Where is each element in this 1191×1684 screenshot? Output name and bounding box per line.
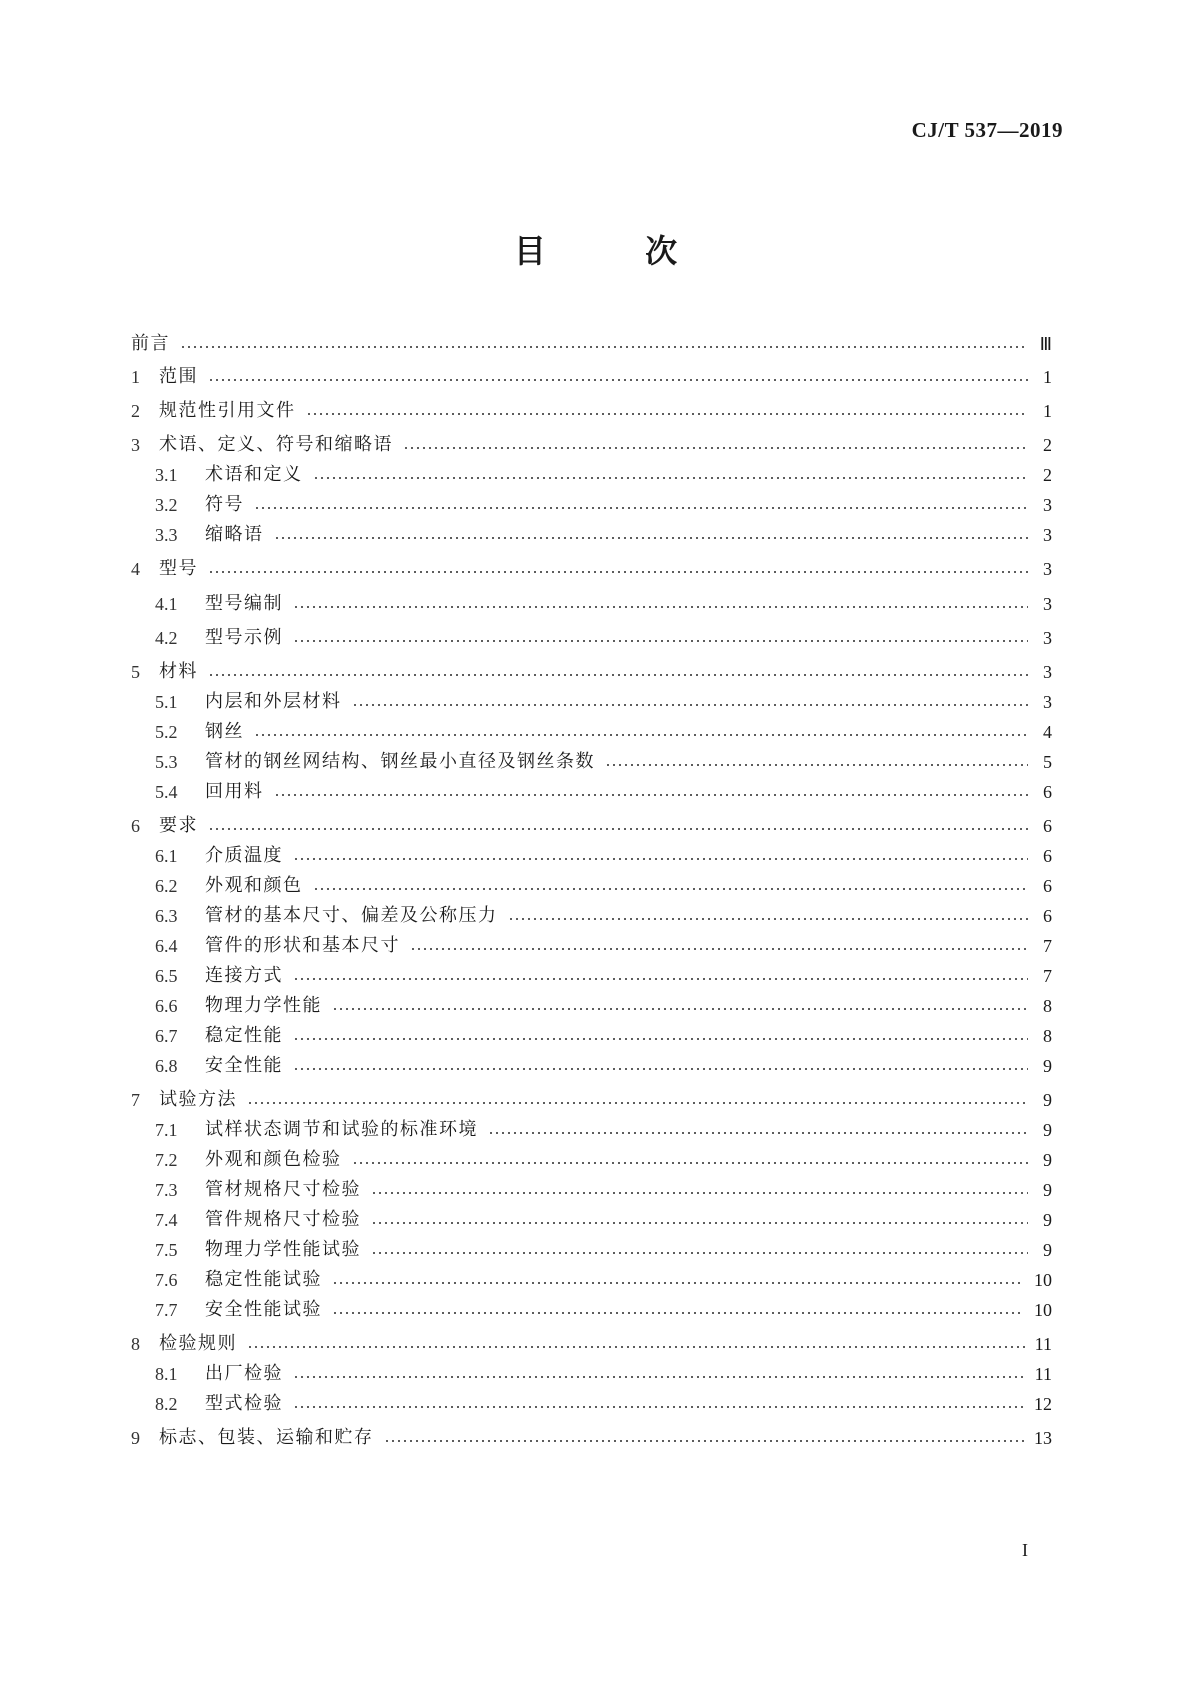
toc-entry-page: 7 <box>1043 966 1052 986</box>
toc-entry-label: 管材的基本尺寸、偏差及公称压力 <box>205 905 498 926</box>
toc-entry-label: 型式检验 <box>205 1393 283 1414</box>
toc-entry-label: 试样状态调节和试验的标准环境 <box>205 1119 478 1140</box>
toc-entry-number: 8.1 <box>155 1364 178 1384</box>
toc-entry-number: 6.8 <box>155 1056 178 1076</box>
toc-entry-label: 型号编制 <box>205 593 283 614</box>
toc-entry-page: 9 <box>1043 1090 1052 1110</box>
toc-leader-dots <box>293 606 1028 608</box>
toc-entry-number: 7.7 <box>155 1300 178 1320</box>
toc-entry-label: 材料 <box>159 661 198 682</box>
toc-leader-dots <box>488 1132 1028 1134</box>
toc-leader-dots <box>293 1068 1028 1070</box>
toc-entry[interactable] <box>155 1052 1052 1080</box>
toc-leader-dots <box>293 1406 1024 1408</box>
toc-entry-page: 3 <box>1043 525 1052 545</box>
toc-entry[interactable] <box>155 1390 1052 1418</box>
toc-entry-page: 3 <box>1043 692 1052 712</box>
toc-entry-page: 10 <box>1034 1300 1052 1320</box>
toc-entry[interactable] <box>131 1330 1052 1358</box>
toc-entry-number: 6 <box>131 816 140 836</box>
toc-entry-number: 6.7 <box>155 1026 178 1046</box>
toc-entry-label: 物理力学性能试验 <box>205 1239 361 1260</box>
toc-entry-label: 范围 <box>159 366 198 387</box>
toc-leader-dots <box>293 978 1028 980</box>
toc-entry-page: 6 <box>1043 846 1052 866</box>
toc-entry[interactable] <box>131 1424 1052 1452</box>
toc-entry-number: 4 <box>131 559 140 579</box>
toc-entry[interactable] <box>155 872 1052 900</box>
toc-entry-label: 介质温度 <box>205 845 283 866</box>
toc-entry-page: 9 <box>1043 1210 1052 1230</box>
toc-entry[interactable] <box>155 1236 1052 1264</box>
toc-entry-number: 2 <box>131 401 140 421</box>
toc-leader-dots <box>293 1038 1028 1040</box>
page-title: 目 次 <box>513 232 722 270</box>
toc-entry-page: 9 <box>1043 1180 1052 1200</box>
toc-entry-number: 6.1 <box>155 846 178 866</box>
toc-entry[interactable] <box>131 658 1052 686</box>
toc-entry-label: 管件的形状和基本尺寸 <box>205 935 400 956</box>
toc-leader-dots <box>274 794 1029 796</box>
toc-entry[interactable] <box>155 1266 1052 1294</box>
toc-entry-number: 7 <box>131 1090 140 1110</box>
toc-entry-label: 管材规格尺寸检验 <box>205 1179 361 1200</box>
toc-entry[interactable] <box>155 461 1052 489</box>
toc-entry-page: 6 <box>1043 876 1052 896</box>
toc-entry[interactable] <box>155 1146 1052 1174</box>
toc-entry-number: 8 <box>131 1334 140 1354</box>
toc-entry-page: 3 <box>1043 559 1052 579</box>
toc-entry-page: 6 <box>1043 906 1052 926</box>
toc-entry-number: 3.3 <box>155 525 178 545</box>
toc-leader-dots <box>371 1192 1028 1194</box>
toc-entry-page: 1 <box>1043 401 1052 421</box>
toc-leader-dots <box>384 1440 1025 1442</box>
toc-entry[interactable] <box>155 748 1052 776</box>
toc-leader-dots <box>254 507 1028 509</box>
toc-entry-label: 管材的钢丝网结构、钢丝最小直径及钢丝条数 <box>205 751 595 772</box>
toc-entry-page: 7 <box>1043 936 1052 956</box>
toc-entry-label: 安全性能试验 <box>205 1299 322 1320</box>
toc-entry-page: 2 <box>1043 435 1052 455</box>
toc-entry-page: 3 <box>1043 594 1052 614</box>
toc-leader-dots <box>371 1222 1028 1224</box>
toc-entry-label: 型号 <box>159 558 198 579</box>
toc-entry-page: 3 <box>1043 628 1052 648</box>
toc-leader-dots <box>254 734 1028 736</box>
toc-leader-dots <box>332 1008 1028 1010</box>
toc-entry-page: 13 <box>1034 1428 1052 1448</box>
toc-entry-label: 内层和外层材料 <box>205 691 342 712</box>
toc-entry-page: 3 <box>1043 495 1052 515</box>
toc-entry-page: 1 <box>1043 367 1052 387</box>
toc-leader-dots <box>371 1252 1028 1254</box>
toc-entry-page: 9 <box>1043 1240 1052 1260</box>
toc-entry-label: 安全性能 <box>205 1055 283 1076</box>
toc-entry-label: 前言 <box>131 333 170 354</box>
toc-entry-number: 1 <box>131 367 140 387</box>
toc-entry-label: 管件规格尺寸检验 <box>205 1209 361 1230</box>
toc-entry-number: 3.1 <box>155 465 178 485</box>
toc-entry-page: 9 <box>1043 1150 1052 1170</box>
toc-entry-number: 9 <box>131 1428 140 1448</box>
toc-leader-dots <box>313 888 1029 890</box>
toc-entry[interactable] <box>155 688 1052 716</box>
document-code: CJ/T 537—2019 <box>911 118 1063 142</box>
toc-entry-label: 标志、包装、运输和贮存 <box>159 1427 374 1448</box>
toc-entry-number: 7.3 <box>155 1180 178 1200</box>
toc-entry-label: 缩略语 <box>205 524 264 545</box>
toc-leader-dots <box>208 571 1028 573</box>
toc-entry-page: 4 <box>1043 722 1052 742</box>
toc-entry[interactable] <box>155 1022 1052 1050</box>
toc-entry[interactable] <box>131 431 1052 459</box>
toc-entry-number: 6.5 <box>155 966 178 986</box>
toc-leader-dots <box>208 674 1028 676</box>
toc-entry-number: 5 <box>131 662 140 682</box>
toc-entry[interactable] <box>155 491 1052 519</box>
toc-leader-dots <box>293 858 1028 860</box>
toc-leader-dots <box>352 1162 1029 1164</box>
toc-entry-page: 5 <box>1043 752 1052 772</box>
toc-leader-dots <box>313 477 1029 479</box>
page-number: I <box>1022 1540 1028 1560</box>
toc-entry-number: 4.2 <box>155 628 178 648</box>
toc-entry-number: 7.1 <box>155 1120 178 1140</box>
toc-entry-label: 外观和颜色 <box>205 875 303 896</box>
toc-entry-page: 6 <box>1043 816 1052 836</box>
toc-entry[interactable] <box>155 778 1052 806</box>
toc-entry[interactable] <box>131 555 1052 583</box>
toc-entry-page: 11 <box>1034 1364 1052 1384</box>
toc-entry-number: 7.5 <box>155 1240 178 1260</box>
toc-entry[interactable] <box>155 590 1052 618</box>
toc-entry-label: 钢丝 <box>205 721 244 742</box>
toc-entry-page: 8 <box>1043 996 1052 1016</box>
toc-leader-dots <box>247 1102 1028 1104</box>
toc-leader-dots <box>208 379 1028 381</box>
toc-entry-label: 回用料 <box>205 781 264 802</box>
toc-entry-number: 5.1 <box>155 692 178 712</box>
toc-entry-number: 6.6 <box>155 996 178 1016</box>
toc-leader-dots <box>605 764 1028 766</box>
toc-entry-label: 试验方法 <box>159 1089 237 1110</box>
toc-entry[interactable] <box>155 521 1052 549</box>
toc-entry[interactable] <box>131 1086 1052 1114</box>
toc-entry[interactable] <box>131 363 1052 391</box>
toc-entry-page: Ⅲ <box>1039 334 1052 354</box>
toc-entry-label: 术语和定义 <box>205 464 303 485</box>
toc-entry-label: 出厂检验 <box>205 1363 283 1384</box>
toc-entry[interactable] <box>131 812 1052 840</box>
toc-entry-label: 要求 <box>159 815 198 836</box>
toc-entry[interactable] <box>155 842 1052 870</box>
toc-entry-label: 规范性引用文件 <box>159 400 296 421</box>
toc-entry-number: 6.4 <box>155 936 178 956</box>
toc-leader-dots <box>274 537 1029 539</box>
toc-entry-number: 6.3 <box>155 906 178 926</box>
toc-entry[interactable] <box>155 624 1052 652</box>
toc-entry-label: 术语、定义、符号和缩略语 <box>159 434 393 455</box>
toc-entry[interactable] <box>131 397 1052 425</box>
toc-entry-label: 稳定性能 <box>205 1025 283 1046</box>
toc-leader-dots <box>208 828 1028 830</box>
toc-entry[interactable] <box>155 902 1052 930</box>
toc-leader-dots <box>352 704 1029 706</box>
toc-entry[interactable] <box>155 1206 1052 1234</box>
toc-entry-label: 外观和颜色检验 <box>205 1149 342 1170</box>
toc-leader-dots <box>332 1312 1024 1314</box>
toc-entry-number: 8.2 <box>155 1394 178 1414</box>
toc-entry-number: 5.4 <box>155 782 178 802</box>
toc-entry-page: 6 <box>1043 782 1052 802</box>
toc-entry-number: 7.6 <box>155 1270 178 1290</box>
toc-entry[interactable] <box>155 992 1052 1020</box>
toc-entry-number: 5.2 <box>155 722 178 742</box>
toc-entry-label: 连接方式 <box>205 965 283 986</box>
toc-entry[interactable] <box>131 330 1052 358</box>
toc-leader-dots <box>508 918 1029 920</box>
toc-leader-dots <box>332 1282 1024 1284</box>
toc-entry-number: 5.3 <box>155 752 178 772</box>
toc-entry-number: 4.1 <box>155 594 178 614</box>
toc-entry-label: 稳定性能试验 <box>205 1269 322 1290</box>
toc-entry-page: 11 <box>1034 1334 1052 1354</box>
toc-entry[interactable] <box>155 1116 1052 1144</box>
toc-entry-label: 型号示例 <box>205 627 283 648</box>
toc-entry-number: 3.2 <box>155 495 178 515</box>
toc-entry-page: 3 <box>1043 662 1052 682</box>
toc-leader-dots <box>306 413 1029 415</box>
toc-leader-dots <box>293 640 1028 642</box>
toc-entry[interactable] <box>155 962 1052 990</box>
toc-entry[interactable] <box>155 1360 1052 1388</box>
toc-leader-dots <box>403 447 1028 449</box>
toc-entry-number: 7.4 <box>155 1210 178 1230</box>
toc-entry-label: 检验规则 <box>159 1333 237 1354</box>
toc-entry-number: 3 <box>131 435 140 455</box>
toc-entry-page: 12 <box>1034 1394 1052 1414</box>
toc-entry-page: 2 <box>1043 465 1052 485</box>
toc-entry-page: 9 <box>1043 1056 1052 1076</box>
toc-entry[interactable] <box>155 932 1052 960</box>
toc-entry-label: 符号 <box>205 494 244 515</box>
toc-entry-label: 物理力学性能 <box>205 995 322 1016</box>
toc-entry[interactable] <box>155 1296 1052 1324</box>
toc-entry-page: 8 <box>1043 1026 1052 1046</box>
toc-entry-number: 6.2 <box>155 876 178 896</box>
toc-leader-dots <box>293 1376 1025 1378</box>
toc-leader-dots <box>410 948 1028 950</box>
toc-entry[interactable] <box>155 1176 1052 1204</box>
toc-entry-page: 9 <box>1043 1120 1052 1140</box>
toc-entry[interactable] <box>155 718 1052 746</box>
toc-leader-dots <box>180 346 1028 348</box>
toc-entry-number: 7.2 <box>155 1150 178 1170</box>
toc-leader-dots <box>247 1346 1025 1348</box>
toc-entry-page: 10 <box>1034 1270 1052 1290</box>
